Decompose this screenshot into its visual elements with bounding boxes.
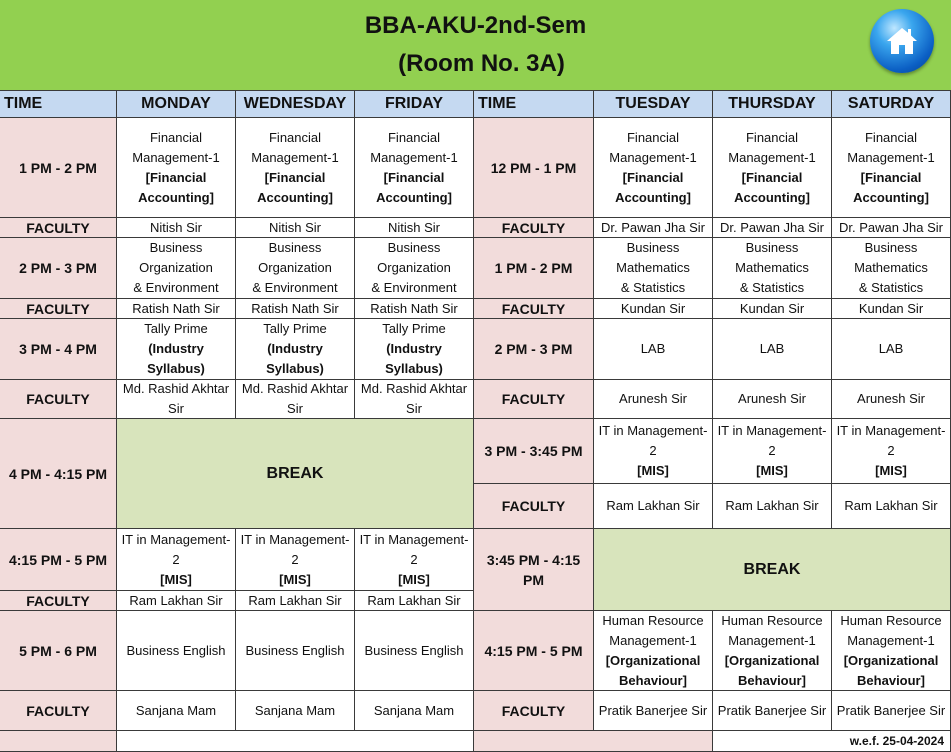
header-tuesday: TUESDAY [594,91,713,118]
subject-line: IT in Management- [717,423,827,438]
faculty-cell: Pratik Banerjee Sir [594,691,713,731]
break-cell: BREAK [117,419,474,529]
class-cell-friday: Business English [355,611,474,691]
faculty-cell [236,380,355,419]
faculty-label: FACULTY [0,591,117,611]
faculty-line: Md. Rashid Akhtar [122,381,230,396]
subject-line: Accounting] [257,189,333,205]
time-line: PM [523,571,544,588]
title-course: BBA-AKU-2nd-Sem [364,12,587,39]
subject-line: & Statistics [739,280,805,295]
subject-line: Tally Prime [144,321,208,336]
subject-line: Syllabus) [266,361,324,376]
faculty-label: FACULTY [0,691,117,731]
subject-line: IT in Management- [240,531,350,547]
subject-line: (Industry [386,341,442,356]
subject-line: 2 [649,443,657,458]
faculty-cell: Arunesh Sir [594,380,713,419]
faculty-cell: Ram Lakhan Sir [117,591,236,611]
class-cell-thursday: LAB [713,319,832,380]
time-label: 1 PM - 2 PM [0,118,117,218]
faculty-cell [117,380,236,419]
class-cell-wednesday [236,319,355,380]
header-thursday: THURSDAY [713,91,832,118]
subject-line: [Organizational [724,652,820,668]
subject-line: Financial [387,129,441,145]
subject-line: Organization [377,260,451,275]
subject-line: Business [149,240,203,255]
subject-line: Management-1 [609,149,697,165]
subject-line: [Financial [741,169,803,185]
subject-line: Accounting] [853,189,929,205]
subject-line: Accounting] [376,189,452,205]
subject-line: [MIS] [398,571,430,587]
faculty-label: FACULTY [474,380,594,419]
subject-line: Management-1 [370,149,458,165]
time-label: 3 PM - 3:45 PM [474,419,594,484]
subject-line: Organization [258,260,332,275]
subject-line: Organization [139,260,213,275]
faculty-cell: Ratish Nath Sir [355,299,474,319]
subject-line: [MIS] [279,571,311,587]
faculty-label: FACULTY [0,218,117,238]
class-cell-saturday [832,238,951,299]
subject-line: Business [864,240,918,255]
subject-line: Syllabus) [385,361,443,376]
footer-spacer [474,731,713,752]
faculty-cell: Sanjana Mam [355,691,474,731]
faculty-label: FACULTY [0,380,117,419]
faculty-label: FACULTY [474,691,594,731]
time-label: 12 PM - 1 PM [474,118,594,218]
subject-line: [Organizational [605,652,701,668]
subject-line: [MIS] [637,463,669,478]
faculty-cell: Dr. Pawan Jha Sir [713,218,832,238]
class-cell-tuesday [594,238,713,299]
subject-line: Tally Prime [382,321,446,336]
footer-spacer [117,731,474,752]
subject-line: 2 [291,551,299,567]
subject-line: 2 [172,551,180,567]
faculty-cell: Ram Lakhan Sir [594,484,713,529]
header-wednesday: WEDNESDAY [236,91,355,118]
subject-line: 2 [887,443,895,458]
subject-line: 2 [410,551,418,567]
subject-line: [Financial [860,169,922,185]
home-button[interactable] [870,9,934,73]
header-time-left: TIME [0,91,117,118]
subject-line: [MIS] [875,463,907,478]
subject-line: Business [745,240,799,255]
time-label: 4 PM - 4:15 PM [0,419,117,529]
time-label: 2 PM - 3 PM [0,238,117,299]
header-monday: MONDAY [117,91,236,118]
faculty-label: FACULTY [0,299,117,319]
class-cell-thursday [713,611,832,691]
class-cell-saturday [832,419,951,484]
subject-line: [Financial [264,169,326,185]
subject-line: Human Resource [840,612,942,628]
subject-line: IT in Management- [359,531,469,547]
subject-line: IT in Management- [836,423,946,438]
class-cell-saturday [832,118,951,218]
faculty-cell: Nitish Sir [117,218,236,238]
class-cell-tuesday [594,611,713,691]
subject-line: (Industry [148,341,204,356]
subject-line: Behaviour] [738,672,806,688]
class-cell-thursday [713,238,832,299]
class-cell-wednesday: Business English [236,611,355,691]
faculty-cell: Kundan Sir [594,299,713,319]
faculty-cell: Dr. Pawan Jha Sir [832,218,951,238]
time-label: 2 PM - 3 PM [474,319,594,380]
subject-line: Financial [626,129,680,145]
class-cell-tuesday [594,118,713,218]
subject-line: Mathematics [735,260,809,275]
faculty-cell: Ram Lakhan Sir [713,484,832,529]
faculty-cell: Pratik Banerjee Sir [713,691,832,731]
faculty-cell: Ratish Nath Sir [236,299,355,319]
subject-line: Human Resource [602,612,704,628]
subject-line: [MIS] [160,571,192,587]
faculty-cell: Dr. Pawan Jha Sir [594,218,713,238]
faculty-line: Md. Rashid Akhtar [360,381,468,396]
subject-line: Financial [149,129,203,145]
faculty-line: Md. Rashid Akhtar [241,381,349,396]
subject-line: Financial [268,129,322,145]
class-cell-thursday [713,419,832,484]
subject-line: Management-1 [251,149,339,165]
class-cell-saturday [832,611,951,691]
class-cell-friday [355,238,474,299]
class-cell-wednesday [236,529,355,591]
break-cell: BREAK [594,529,951,611]
class-cell-friday [355,319,474,380]
subject-line: Tally Prime [263,321,327,336]
subject-line: [Financial [383,169,445,185]
subject-line: [Organizational [843,652,939,668]
class-cell-friday [355,118,474,218]
faculty-label: FACULTY [474,299,594,319]
time-label: 1 PM - 2 PM [474,238,594,299]
faculty-cell: Nitish Sir [355,218,474,238]
subject-line: Mathematics [854,260,928,275]
class-cell-thursday [713,118,832,218]
subject-line: Management-1 [609,632,697,648]
subject-line: [Financial [145,169,207,185]
footer-spacer [0,731,117,752]
subject-line: Financial [745,129,799,145]
subject-line: Accounting] [734,189,810,205]
subject-line: & Statistics [620,280,686,295]
faculty-cell: Pratik Banerjee Sir [832,691,951,731]
subject-line: Business [387,240,441,255]
time-line: 3:45 PM - 4:15 [486,551,581,568]
faculty-cell: Kundan Sir [713,299,832,319]
faculty-label: FACULTY [474,218,594,238]
subject-line: Mathematics [616,260,690,275]
class-cell-monday [117,319,236,380]
faculty-cell: Ram Lakhan Sir [355,591,474,611]
subject-line: (Industry [267,341,323,356]
subject-line: & Environment [252,280,338,295]
subject-line: Behaviour] [619,672,687,688]
faculty-cell: Nitish Sir [236,218,355,238]
subject-line: Management-1 [847,632,935,648]
subject-line: Management-1 [728,632,816,648]
subject-line: IT in Management- [121,531,231,547]
subject-line: Management-1 [132,149,220,165]
subject-line: & Environment [371,280,457,295]
header-time-right: TIME [474,91,594,118]
title-room: (Room No. 3A) [398,50,565,77]
subject-line: Behaviour] [857,672,925,688]
time-label: 3 PM - 4 PM [0,319,117,380]
subject-line: & Environment [133,280,219,295]
effective-date: w.e.f. 25-04-2024 [713,731,951,752]
faculty-label: FACULTY [474,484,594,529]
class-cell-monday [117,118,236,218]
class-cell-tuesday: LAB [594,319,713,380]
subject-line: Financial [864,129,918,145]
subject-line: Business [268,240,322,255]
subject-line: [Financial [622,169,684,185]
subject-line: [MIS] [756,463,788,478]
subject-line: 2 [768,443,776,458]
class-cell-friday [355,529,474,591]
time-label [474,529,594,611]
subject-line: Syllabus) [147,361,205,376]
faculty-cell: Arunesh Sir [713,380,832,419]
faculty-cell: Sanjana Mam [117,691,236,731]
subject-line: Accounting] [138,189,214,205]
title-bar [0,0,951,91]
faculty-cell: Kundan Sir [832,299,951,319]
subject-line: Accounting] [615,189,691,205]
subject-line: Business [626,240,680,255]
faculty-cell: Arunesh Sir [832,380,951,419]
faculty-cell: Sanjana Mam [236,691,355,731]
class-cell-tuesday [594,419,713,484]
faculty-cell: Ratish Nath Sir [117,299,236,319]
faculty-cell: Ram Lakhan Sir [832,484,951,529]
time-label: 5 PM - 6 PM [0,611,117,691]
header-friday: FRIDAY [355,91,474,118]
subject-line: IT in Management- [598,423,708,438]
subject-line: Management-1 [847,149,935,165]
time-label: 4:15 PM - 5 PM [0,529,117,591]
faculty-line: Sir [406,401,422,416]
class-cell-monday [117,238,236,299]
class-cell-monday: Business English [117,611,236,691]
home-icon [885,24,919,58]
subject-line: & Statistics [858,280,924,295]
class-cell-monday [117,529,236,591]
class-cell-wednesday [236,238,355,299]
class-cell-saturday: LAB [832,319,951,380]
time-label: 4:15 PM - 5 PM [474,611,594,691]
header-saturday: SATURDAY [832,91,951,118]
faculty-line: Sir [287,401,303,416]
faculty-cell [355,380,474,419]
subject-line: Management-1 [728,149,816,165]
faculty-line: Sir [168,401,184,416]
faculty-cell: Ram Lakhan Sir [236,591,355,611]
class-cell-wednesday [236,118,355,218]
subject-line: Human Resource [721,612,823,628]
